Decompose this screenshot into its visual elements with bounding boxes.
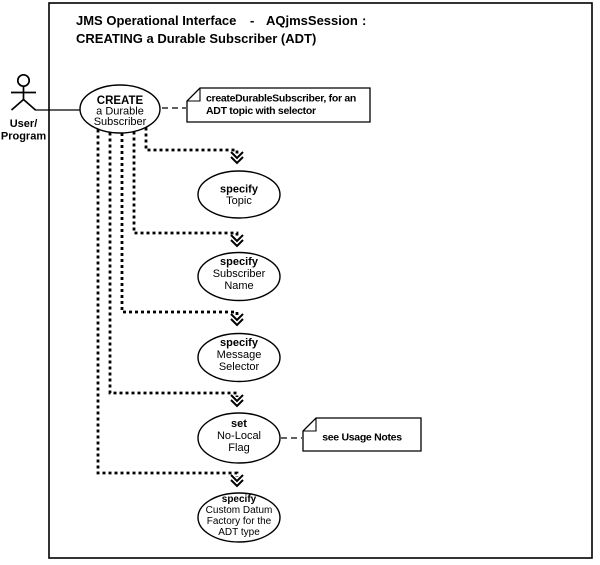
actor-label-line-1: User/: [9, 118, 38, 130]
usecase-specify-topic: [198, 171, 280, 218]
usecase-set-no-local-flag-line-1: set: [231, 418, 247, 430]
arrowhead-custom-datum-factory-icon: [231, 475, 243, 481]
note-create-line-2: ADT topic with selector: [206, 105, 316, 117]
usecase-specify-message-selector: [198, 334, 280, 382]
usecase-specify-topic-line-2: Topic: [226, 195, 252, 207]
usecase-specify-subscriber-name-line-1: specify: [220, 256, 258, 268]
actor-right-leg: [24, 100, 36, 111]
title-part-1: JMS Operational Interface: [76, 13, 237, 28]
flow-to-specify-topic: [146, 128, 243, 164]
note-see-usage-notes: [303, 418, 421, 451]
flow-to-specify-message-selector: [122, 133, 243, 325]
usecase-create-durable-subscriber: [80, 85, 160, 133]
title-colon: :: [362, 13, 367, 28]
flow-line-message-selector: [122, 133, 237, 316]
usecase-create-line-3: Subscriber: [93, 116, 147, 128]
usecase-custom-datum-line-1: specify: [221, 494, 257, 505]
usecase-set-no-local-flag: [198, 413, 280, 463]
title-separator: -: [250, 13, 255, 28]
usecase-set-no-local-flag-line-2: No-Local: [216, 430, 262, 442]
usecase-specify-message-selector-line-1: specify: [220, 337, 258, 349]
diagram-title: [76, 13, 366, 46]
usecase-custom-datum-line-3: Factory for the: [206, 516, 272, 527]
actor-left-leg: [12, 100, 24, 111]
usecase-set-no-local-flag-line-3: Flag: [228, 442, 250, 454]
arrowhead-subscriber-name-icon: [231, 235, 243, 241]
usecase-specify-subscriber-name: [198, 253, 280, 301]
usecase-create-line-1: CREATE: [96, 95, 144, 107]
usecase-specify-subscriber-name-line-3: Name: [224, 280, 254, 292]
usecase-custom-datum-line-4: ADT type: [218, 527, 260, 538]
note-create-line-1: createDurableSubscriber, for an: [206, 92, 357, 105]
usecase-specify-message-selector-line-2: Message: [216, 349, 262, 361]
flow-line-topic: [146, 128, 237, 155]
title-part-2: AQjmsSession: [266, 13, 358, 28]
usecase-custom-datum-line-2: Custom Datum: [205, 505, 273, 516]
usecase-specify-topic-line-1: specify: [220, 183, 258, 196]
note-usage-line-1: see Usage Notes: [322, 431, 402, 444]
usecase-specify-custom-datum-factory: [198, 493, 280, 542]
flow-line-custom-datum-factory: [98, 130, 237, 478]
usecase-create-line-2: a Durable: [96, 105, 144, 118]
actor-head: [18, 75, 29, 86]
title-line-2: CREATING a Durable Subscriber (ADT): [76, 31, 317, 46]
usecase-specify-message-selector-line-3: Selector: [218, 361, 260, 373]
actor-label-line-2: Program: [0, 130, 47, 143]
usecase-specify-subscriber-name-line-2: Subscriber: [212, 268, 266, 280]
note-create-durable-subscriber: [187, 88, 370, 122]
actor-user-program: [1, 75, 46, 143]
